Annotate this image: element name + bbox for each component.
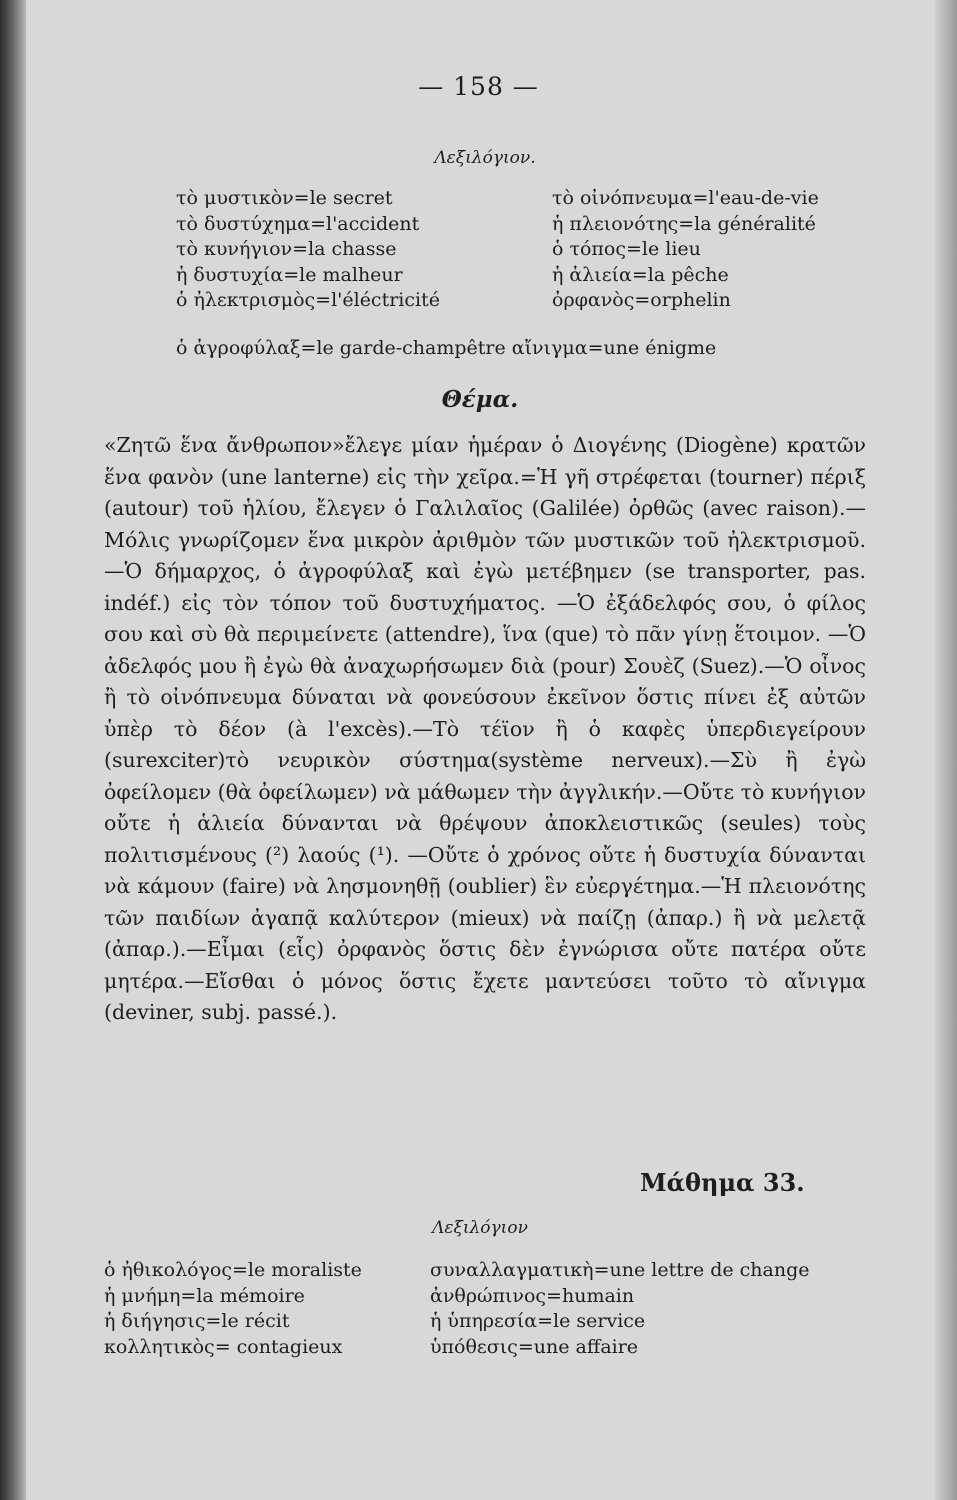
vocab-entry: ὀρφανὸς=orphelin [552, 289, 731, 311]
vocab-entry: ἡ διήγησις=le récit [104, 1310, 290, 1332]
vocabulary-heading-2: Λεξιλόγιον [432, 1218, 528, 1238]
vocab-entry: τὸ οἰνόπνευμα=l'eau-de-vie [552, 187, 819, 209]
vocab-entry: ὁ τόπος=le lieu [552, 238, 701, 260]
vocab-entry: ἡ ἁλιεία=la pêche [552, 263, 729, 286]
page-number: — 158 — [418, 72, 539, 101]
vocabulary-2-left-column [104, 1258, 362, 1360]
vocab-entry: ὁ ἠθικολόγος=le moraliste [104, 1259, 362, 1281]
lesson-title: Μάθημα 33. [640, 1168, 805, 1197]
vocab-entry: ἡ δυστυχία=le malheur [176, 263, 403, 286]
vocab-entry: ὁ ἠλεκτρισμὸς=l'éléctricité [176, 289, 440, 311]
vocabulary-2-right-column [430, 1258, 810, 1360]
vocab-entry: ἡ πλειονότης=la généralité [552, 212, 816, 235]
vocabulary-right-column [552, 186, 819, 314]
vocab-entry-wide: ὁ ἀγροφύλαξ=le garde-champêtre αἴνιγμα=une énigme [176, 337, 717, 359]
vocab-entry: ἡ ὑπηρεσία=le service [430, 1310, 646, 1332]
vocab-entry: κολλητικὸς= contagieux [104, 1335, 343, 1358]
theme-heading: Θέμα. [441, 386, 519, 413]
vocab-entry: ὑπόθεσις=une affaire [430, 1335, 639, 1358]
vocab-entry: τὸ μυστικὸν=le secret [176, 187, 393, 209]
vocab-entry: συναλλαγματικὴ=une lettre de change [430, 1259, 810, 1281]
vocab-entry: τὸ δυστύχημα=l'accident [176, 212, 420, 235]
vocab-entry: ἡ μνήμη=la mémoire [104, 1284, 305, 1307]
vocabulary-heading: Λεξιλόγιον. [434, 148, 536, 168]
vocabulary-left-column [176, 186, 440, 314]
vocab-entry: ἀνθρώπινος=humain [430, 1284, 635, 1307]
theme-text: «Ζητῶ ἕνα ἄνθρωπον»ἔλεγε μίαν ἡμέραν ὁ Διογένης (Diogène) κρατῶν ἕνα φανὸν (une lanterne) εἰς τὴν χεῖρα.=Ἡ γῆ στρέφεται (tourner) πέριξ (autour) τοῦ ἡλίου, ἔλεγεν ὁ Γαλιλαῖος (Galilée) ὀρθῶς (avec raison).—Μόλις γνωρίζομεν ἕνα μικρὸν ἀριθμὸν τῶν μυστικῶν τοῦ ἠλεκτρισμοῦ.—Ὁ δήμαρχος, ὁ ἀγροφύλαξ καὶ ἐγὼ μετέβημεν (se transporter, pas. indéf.) εἰς τὸν τόπον τοῦ δυστυχήματος. —Ὁ ἐξάδελφός σου, ὁ φίλος σου καὶ σὺ θὰ περιμείνετε (attendre), ἵνα (que) τὸ πᾶν γίνῃ ἕτοιμον. —Ὁ ἀδελφός μου ἢ ἐγὼ θὰ ἀναχωρήσωμεν διὰ (pour) Σουὲζ (Suez).—Ὁ οἶνος ἢ τὸ οἰνόπνευμα δύναται νὰ φονεύσουν ἐκεῖνον ὅστις πίνει ἐξ αὐτῶν ὑπὲρ τὸ δέον (à l'excès).—Τὸ τέϊον ἢ ὁ καφὲς ὑπερδιεγείρουν (surexciter)τὸ νευρικὸν σύστημα(système nerveux).—Σὺ ἢ ἐγὼ ὀφείλομεν (θὰ ὀφείλωμεν) νὰ μάθωμεν τὴν ἀγγλικήν.—Οὔτε τὸ κυνήγιον οὔτε ἡ ἁλιεία δύνανται νὰ θρέψουν ἀποκλειστικῶς (seules) τοὺς πολιτισμένους (²) λαούς (¹). —Οὔτε ὁ χρόνος οὔτε ἡ δυστυχία δύνανται νὰ κάμουν (faire) νὰ λησμονηθῇ (oublier) ἓν εὐεργέτημα.—Ἡ πλειονότης τῶν παιδίων ἀγαπᾷ καλύτερον (mieux) νὰ παίζῃ (ἀπαρ.) ἢ νὰ μελετᾷ (ἀπαρ.).—Εἶμαι (εἷς) ὀρφανὸς ὅστις δὲν ἐγνώρισα οὔτε πατέρα οὔτε μητέρα.—Εἴσθαι ὁ μόνος ὅστις ἔχετε μαντεύσει τοῦτο τὸ αἴνιγμα (deviner, subj. passé.). [104, 433, 866, 1024]
vocab-entry: τὸ κυνήγιον=la chasse [176, 238, 397, 260]
